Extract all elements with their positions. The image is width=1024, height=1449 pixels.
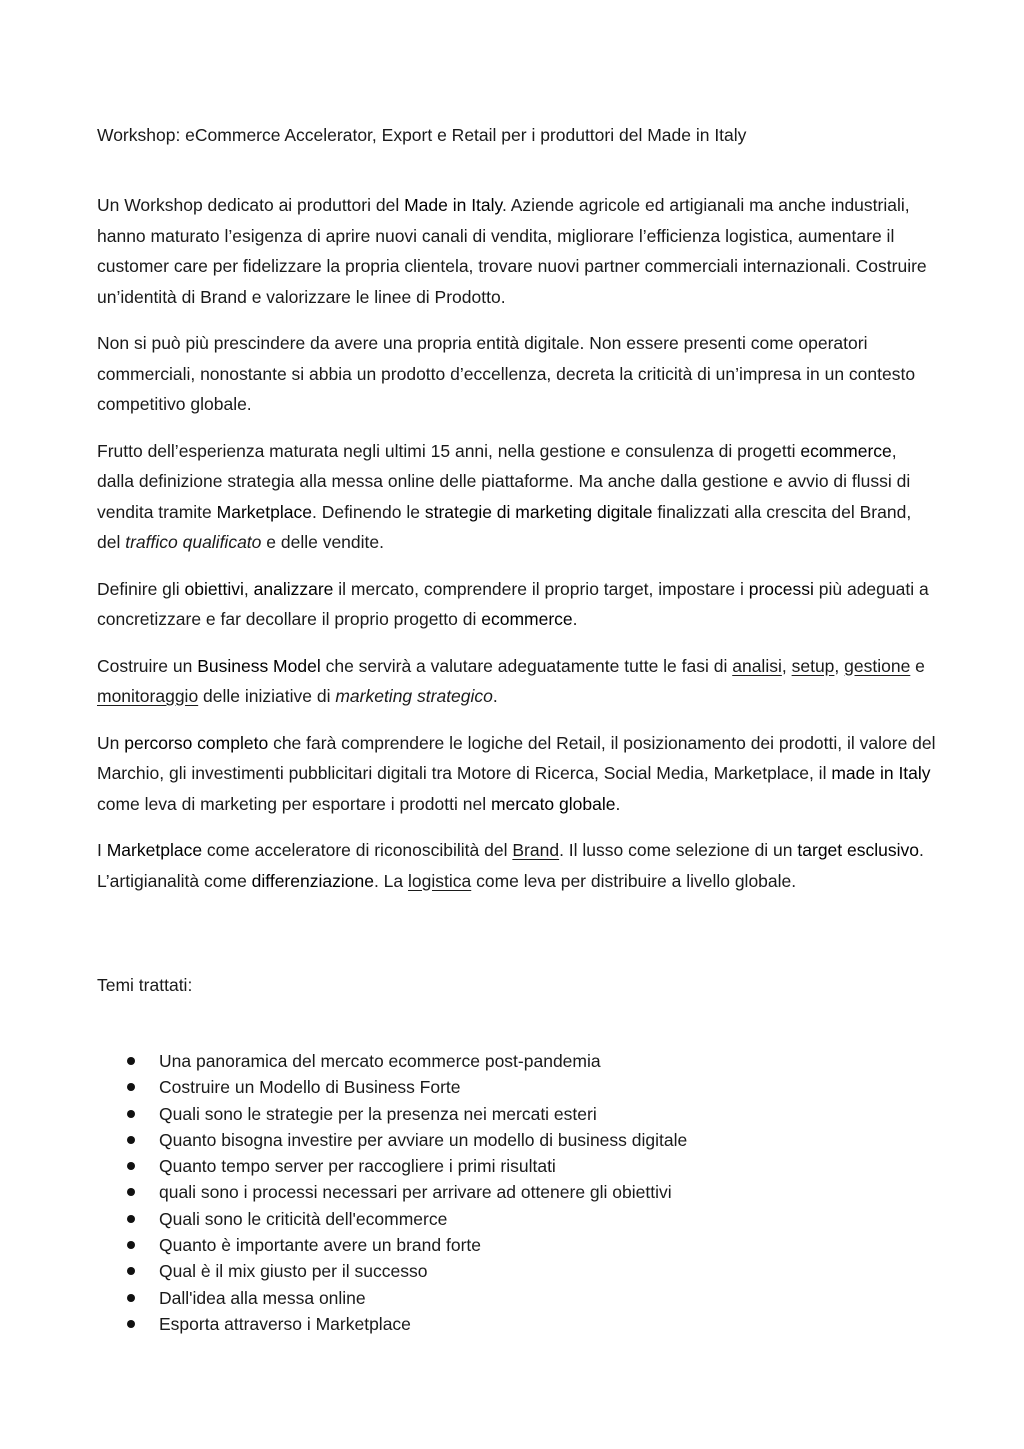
highlight-target-esclusivo: target esclusivo [797, 840, 919, 860]
paragraph-digital-entity [97, 328, 937, 420]
bullet-icon [127, 1110, 135, 1118]
underline-setup: setup [791, 655, 835, 676]
paragraph-text: più adeguati a concretizzare e far decollare il proprio progetto di [97, 578, 929, 629]
paragraph-experience [97, 436, 937, 558]
highlight-differenziazione: differenziazione [251, 870, 374, 891]
document-title: Workshop: eCommerce Accelerator, Export e Retail per i produttori del Made in Italy [97, 125, 747, 145]
bullet-icon [127, 1241, 135, 1249]
list-item-text: Quali sono le criticità dell'ecommerce [159, 1208, 448, 1229]
highlight-analizzare: analizzare [253, 578, 334, 599]
highlight-percorso-completo: percorso completo [124, 732, 269, 753]
paragraph-text: . Il lusso come selezione di un [559, 840, 798, 860]
highlight-processi: processi [748, 578, 814, 599]
paragraph-text: Costruire un [97, 655, 198, 676]
bullet-icon [127, 1320, 135, 1328]
bullet-icon [127, 1294, 135, 1302]
list-item [97, 1048, 937, 1074]
italic-traffico-qualificato: traffico qualificato [125, 532, 262, 552]
paragraph-text: I [97, 840, 107, 860]
paragraph-text: . [615, 793, 621, 814]
paragraph-text: finalizzati alla crescita del Brand, del [97, 501, 912, 552]
topics-list [97, 1048, 937, 1337]
paragraph-text: , [834, 655, 845, 676]
list-item [97, 1258, 937, 1284]
paragraph-text: delle iniziative di [198, 686, 336, 706]
list-item-text: Quanto è importante avere un brand forte [159, 1235, 482, 1256]
list-item-text: quali sono i processi necessari per arrivare ad ottenere gli obiettivi [159, 1182, 672, 1203]
document-body [97, 190, 937, 912]
list-item [97, 1101, 937, 1127]
underline-analisi: analisi [732, 655, 782, 676]
paragraph-intro [97, 190, 937, 312]
list-item [97, 1285, 937, 1311]
list-item-text: Esporta attraverso i Marketplace [159, 1313, 411, 1334]
underline-gestione: gestione [844, 655, 911, 676]
paragraph-text: e [910, 655, 925, 676]
highlight-ecommerce: ecommerce [481, 609, 573, 629]
paragraph-text: Non si può più prescindere da avere una propria entità digitale. Non essere presenti come operatori commerciali, nonostante si abbia un prodotto d’eccellenza, decreta la criticità di un’impresa in un contesto competitivo globale. [97, 333, 916, 414]
list-item [97, 1179, 937, 1205]
paragraph-text: il mercato, comprendere il proprio target, impostare i [333, 578, 749, 599]
list-item-text: Quali sono le strategie per la presenza nei mercati esteri [159, 1103, 597, 1124]
paragraph-text: Un [97, 732, 125, 753]
paragraph-text: come leva di marketing per esportare i prodotti nel [97, 793, 491, 814]
list-item-text: Una panoramica del mercato ecommerce post-pandemia [159, 1051, 601, 1071]
bullet-icon [127, 1136, 135, 1144]
paragraph-text: come leva per distribuire a livello globale. [471, 870, 797, 891]
paragraph-business-model [97, 651, 937, 712]
paragraph-text: . [572, 609, 578, 629]
highlight-made-in-italy: made in Italy [831, 763, 931, 783]
paragraph-text: . La [373, 870, 408, 891]
highlight-marketplace: Marketplace [216, 501, 312, 522]
list-item [97, 1074, 937, 1100]
italic-marketing-strategico: marketing strategico [335, 686, 493, 706]
highlight-mercato-globale: mercato globale [490, 793, 616, 814]
list-item-text: Costruire un Modello di Business Forte [159, 1077, 461, 1098]
highlight-marketplace: Marketplace [106, 840, 203, 860]
paragraph-text: Frutto dell’esperienza maturata negli ultimi 15 anni, nella gestione e consulenza di progetti [97, 440, 801, 461]
paragraph-text: , [243, 578, 254, 599]
bullet-icon [127, 1267, 135, 1275]
underline-logistica: logistica [408, 870, 472, 891]
list-item-text: Quanto tempo server per raccogliere i primi risultati [159, 1156, 556, 1177]
highlight-ecommerce: ecommerce [800, 440, 892, 461]
list-item [97, 1127, 937, 1153]
paragraph-text: , dalla definizione strategia alla messa online delle piattaforme. Ma anche dalla gestione e avvio di flussi di vendita tramite [97, 440, 911, 522]
list-item-text: Quanto bisogna investire per avviare un modello di business digitale [159, 1129, 688, 1150]
paragraph-objectives [97, 574, 937, 635]
list-item [97, 1153, 937, 1179]
paragraph-text: come acceleratore di riconoscibilità del [202, 840, 513, 860]
paragraph-text: . [492, 686, 498, 706]
paragraph-text: . Aziende agricole ed artigianali ma anche industriali, hanno maturato l’esigenza di aprire nuovi canali di vendita, migliorare l’efficienza logistica, aumentare il customer care per fidelizzare la propria clientela, trovare nuovi partner commerciali internazionali. Costruire un’identità di Brand e valorizzare le linee di Prodotto. [97, 195, 927, 307]
list-item [97, 1311, 937, 1337]
bullet-icon [127, 1215, 135, 1223]
bullet-icon [127, 1083, 135, 1091]
paragraph-percorso [97, 728, 937, 820]
paragraph-text: che servirà a valutare adeguatamente tutte le fasi di [320, 655, 733, 676]
paragraph-text: . L’artigianalità come [97, 840, 924, 891]
highlight-made-in-italy: Made in Italy [404, 195, 502, 215]
list-item-text: Qual è il mix giusto per il successo [159, 1261, 428, 1282]
section-title-temi: Temi trattati: [97, 975, 193, 995]
paragraph-text: , [781, 655, 792, 676]
highlight-strategie-marketing: strategie di marketing digitale [424, 501, 653, 522]
paragraph-text: che farà comprendere le logiche del Retail, il posizionamento dei prodotti, il valore del Marchio, gli investimenti pubblicitari digitali tra Motore di Ricerca, Social Media, Marketplace, il [97, 732, 936, 783]
list-item [97, 1232, 937, 1258]
list-item-text: Dall'idea alla messa online [159, 1287, 366, 1308]
paragraph-text: Definire gli [97, 578, 185, 599]
underline-brand: Brand [512, 840, 560, 860]
highlight-obiettivi: obiettivi [184, 578, 244, 599]
underline-monitoraggio: monitoraggio [97, 686, 199, 706]
paragraph-marketplace [97, 835, 937, 896]
bullet-icon [127, 1057, 135, 1065]
bullet-icon [127, 1188, 135, 1196]
highlight-business-model: Business Model [197, 655, 321, 676]
paragraph-text: Un Workshop dedicato ai produttori del [97, 195, 405, 215]
bullet-icon [127, 1162, 135, 1170]
list-item [97, 1206, 937, 1232]
paragraph-text: e delle vendite. [261, 532, 384, 552]
paragraph-text: . Definendo le [311, 501, 425, 522]
